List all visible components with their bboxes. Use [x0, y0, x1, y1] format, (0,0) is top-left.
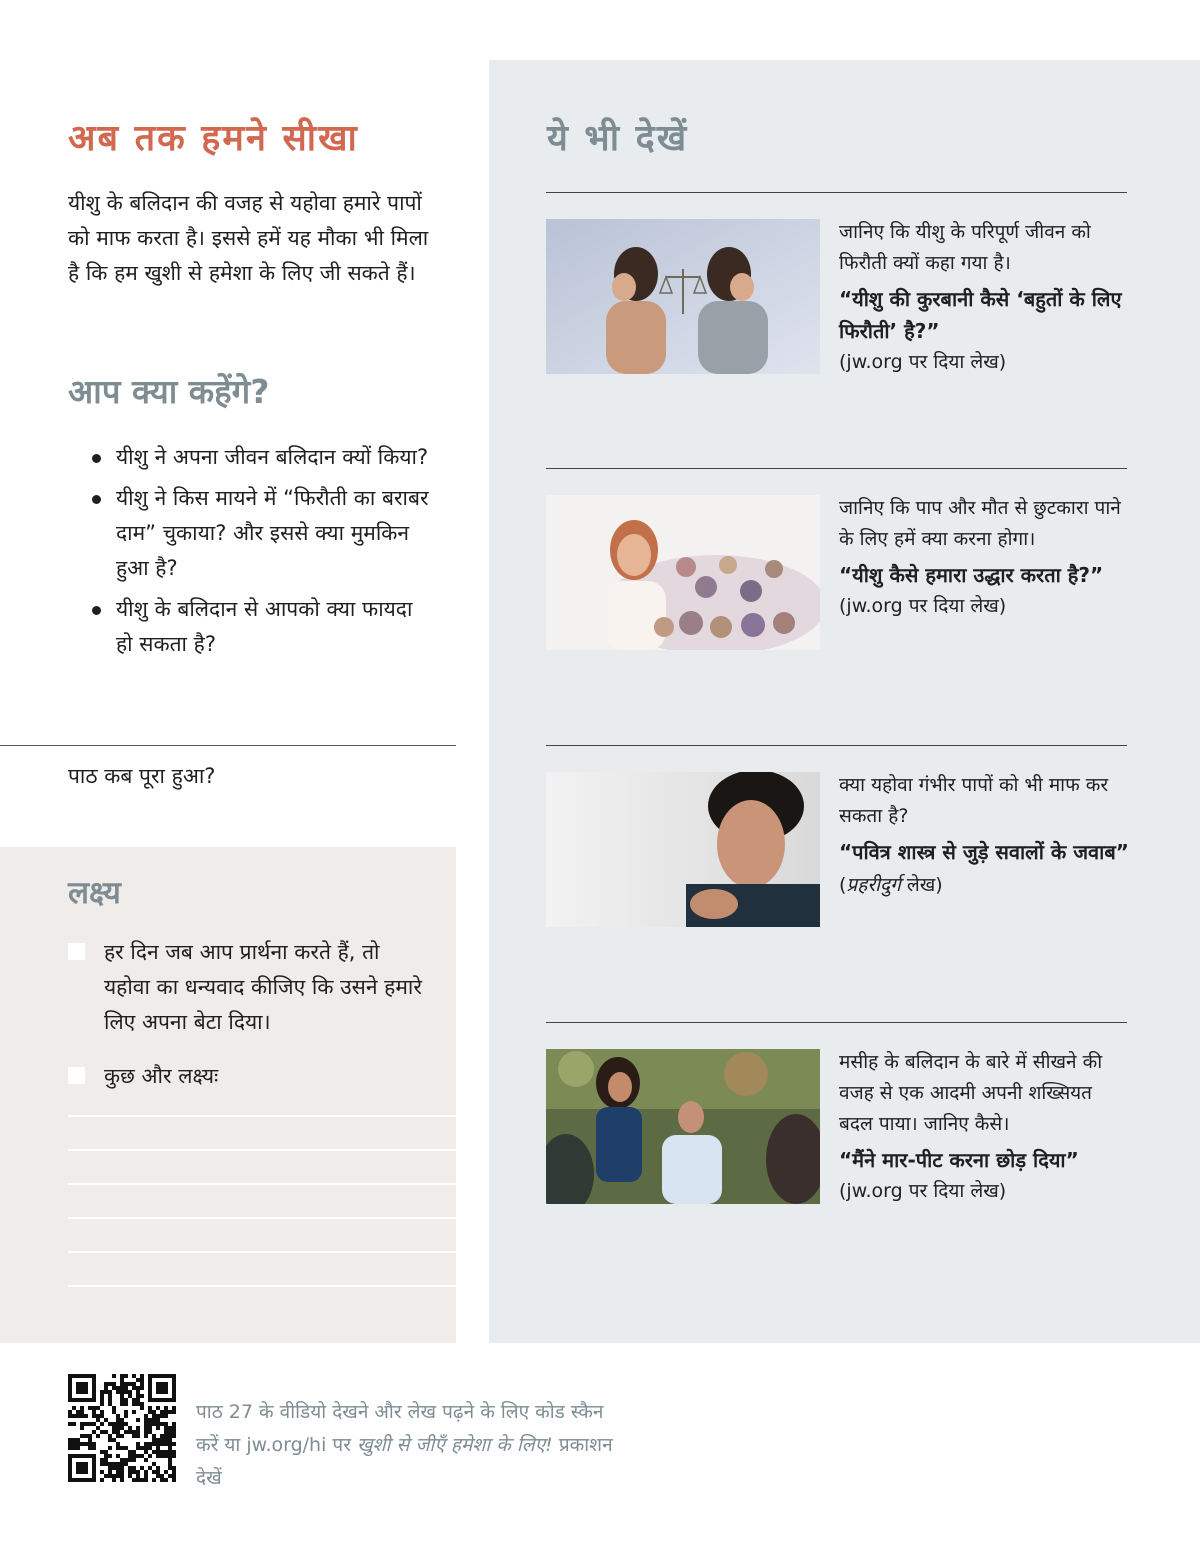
card-title-link[interactable]: “यीशु कैसे हमारा उद्धार करता है?”: [839, 563, 1104, 587]
left-column: [0, 0, 456, 1343]
qr-code-graphic: [68, 1374, 176, 1482]
write-line[interactable]: [68, 1251, 456, 1253]
learned-summary: यीशु के बलिदान की वजह से यहोवा हमारे पापों को माफ करता है। इससे हमें यह मौका भी मिला है कि हम खुशी से हमेशा के लिए जी सकते हैं।: [68, 191, 429, 285]
card-title-link[interactable]: [839, 836, 1129, 901]
goal-item[interactable]: [68, 1059, 428, 1094]
goal-text: कुछ और लक्ष्यः: [104, 1064, 219, 1088]
article-card: [839, 770, 1129, 901]
article-card: [839, 1047, 1129, 1206]
card-source: (jw.org पर दिया लेख): [839, 595, 1007, 617]
jesus-people-illustration: [546, 495, 820, 650]
learned-title: अब तक हमने सीखा: [68, 118, 359, 159]
goal-title: लक्ष्य: [68, 875, 121, 911]
article-card: [839, 493, 1129, 621]
source-prefix: (: [839, 874, 847, 896]
divider: [546, 1022, 1127, 1023]
source-suffix: लेख): [900, 874, 943, 896]
card-description: जानिए कि पाप और मौत से छुटकारा पाने के लिए हमें क्या करना होगा।: [839, 497, 1121, 550]
see-also-title: ये भी देखें: [547, 118, 689, 159]
two-men-scales-image[interactable]: [546, 219, 820, 374]
footer-text-end: प्रकाशन देखें: [196, 1434, 613, 1489]
card-title-link[interactable]: “मैंने मार-पीट करना छोड़ दिया”: [839, 1148, 1079, 1172]
goal-text: हर दिन जब आप प्रार्थना करते हैं, तो यहोवा का धन्यवाद कीजिए कि उसने हमारे लिए अपना बेटा दिया।: [104, 940, 422, 1034]
card-description: मसीह के बलिदान के बारे में सीखने की वजह से एक आदमी अपनी शख्सियत बदल पाया। जानिए कैसे।: [839, 1051, 1103, 1135]
question-text: यीशु के बलिदान से आपको क्या फायदा हो सकता है?: [116, 597, 413, 656]
card-source: (jw.org पर दिया लेख): [839, 1180, 1007, 1202]
card-description: जानिए कि यीशु के परिपूर्ण जीवन को फिरौती क्यों कहा गया है।: [839, 221, 1091, 274]
card-source: (jw.org पर दिया लेख): [839, 351, 1007, 373]
footer-note: [196, 1396, 616, 1495]
question-list: [90, 440, 430, 668]
write-line[interactable]: [68, 1115, 456, 1117]
checkbox-icon[interactable]: [68, 1067, 85, 1084]
divider: [546, 468, 1127, 469]
question-item: [90, 481, 430, 586]
jesus-people-image[interactable]: [546, 495, 820, 650]
card-source: [839, 874, 943, 896]
write-line[interactable]: [68, 1285, 456, 1287]
divider: [546, 745, 1127, 746]
source-publication: प्रहरीदुर्ग: [846, 874, 901, 896]
bullet-icon: [92, 495, 101, 504]
discussion-title: आप क्या कहेंगे?: [68, 372, 270, 411]
group-conversation-image[interactable]: [546, 1049, 820, 1204]
question-item: [90, 440, 430, 475]
goal-item[interactable]: [68, 935, 428, 1040]
write-line[interactable]: [68, 1183, 456, 1185]
lesson-completed-label: पाठ कब पूरा हुआ?: [68, 764, 216, 788]
goal-box: [0, 847, 456, 1343]
question-item: [90, 592, 430, 662]
bullet-icon: [92, 606, 101, 615]
see-also-panel: [489, 60, 1200, 1343]
article-card: [839, 217, 1129, 377]
question-text: यीशु ने किस मायने में “फिरौती का बराबर दाम” चुकाया? और इससे क्या मुमकिन हुआ है?: [116, 486, 429, 580]
qr-code-icon[interactable]: [68, 1374, 176, 1482]
card-description: क्या यहोवा गंभीर पापों को भी माफ कर सकता है?: [839, 774, 1109, 827]
divider: [0, 745, 456, 746]
checkbox-icon[interactable]: [68, 943, 85, 960]
card-title-text: “पवित्र शास्त्र से जुड़े सवालों के जवाब”: [839, 840, 1129, 864]
publication-title[interactable]: खुशी से जीएँ हमेशा के लिए!: [357, 1434, 553, 1456]
group-conversation-illustration: [546, 1049, 820, 1204]
bullet-icon: [92, 454, 101, 463]
write-line[interactable]: [68, 1217, 456, 1219]
divider: [546, 192, 1127, 193]
footer-text: पाठ 27 के वीडियो देखने और लेख पढ़ने के लिए कोड स्कैन करें या jw.org/hi पर: [196, 1401, 604, 1456]
two-men-scales-illustration: [546, 219, 820, 374]
write-line[interactable]: [68, 1149, 456, 1151]
praying-man-image[interactable]: [546, 772, 820, 927]
question-text: यीशु ने अपना जीवन बलिदान क्यों किया?: [116, 445, 429, 469]
praying-man-illustration: [546, 772, 820, 927]
card-title-link[interactable]: “यीशु की कुरबानी कैसे ‘बहुतों के लिए फिरौती’ है?”: [839, 287, 1122, 343]
